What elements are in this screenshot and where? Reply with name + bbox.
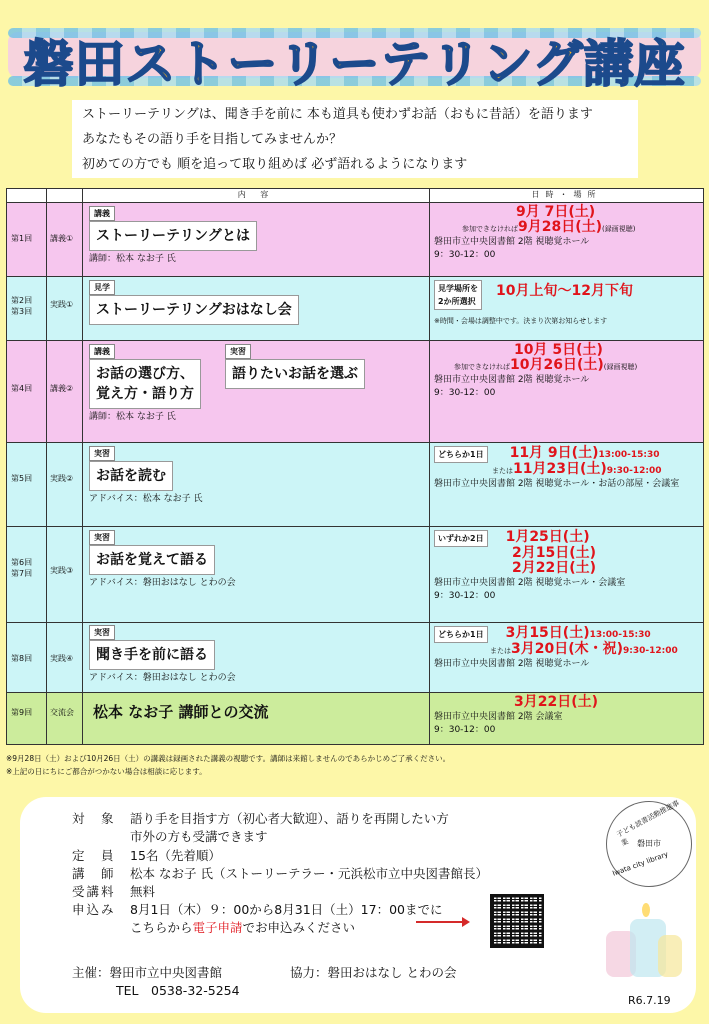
session-date [430,203,704,277]
lecturer-value: 松本 なお子 氏（ストーリーテラー・元浜松市立中央図書館長） [130,866,488,881]
intro-line: あなたもその語り手を目指してみませんか？ [82,132,343,147]
apply-text: でお申込みください [242,920,356,935]
lecturer: アドバイス：松本 なお子 氏 [89,494,203,504]
table-row [7,277,704,341]
lecturer: 講師：松本 なお子 氏 [89,254,176,264]
session-date [430,277,704,341]
table-row [7,443,704,527]
info-box [20,797,696,1013]
time-1: 13:00-15:30 [598,450,660,460]
pill [434,280,482,310]
session-label: 第1回 [7,203,47,277]
session-label-text: 第2回 第3回 [11,296,33,316]
target-value: 語り手を目指す方（初心者大歓迎）、語りを再開したい方 [130,811,449,826]
tag: 実習 [89,446,115,461]
session-label-text: 第6回 第7回 [11,558,33,578]
page-title: 磐田ストーリーテリング講座 [23,35,686,93]
topic-box: お話を読む [89,461,173,491]
session-kind: 実践① [47,277,83,341]
topic-line: 覚え方・語り方 [96,386,194,402]
topic-box: お話を覚えて語る [89,545,215,575]
time: 9：30-12：00 [434,725,496,735]
capacity-value: 15名（先着順） [130,848,221,863]
apply-text: こちらから [130,920,193,935]
table-row [7,527,704,623]
time: 9：30-12：00 [434,250,496,260]
qr-code[interactable] [490,894,544,948]
e-application-link[interactable]: 電子申請 [192,920,243,935]
date-2: 3月20日(木・祝) [511,641,624,657]
target-row-2: 市外の方も受講できます [130,829,268,844]
header-content: 内 容 [83,189,430,203]
session-content [83,527,430,623]
session-label: 第9回 [7,693,47,745]
header-date: 日時・場所 [430,189,704,203]
time-2: 9:30-12:00 [623,646,678,656]
alt-suffix: (録画視聴) [603,363,638,371]
time: 9：30-12：00 [434,388,496,398]
fee-value: 無料 [130,884,156,899]
session-content [83,623,430,693]
session-kind: 実践② [47,443,83,527]
seal-top-text: 子ども読書活動推進事業 [615,799,681,848]
session-label [7,527,47,623]
session-date [430,443,704,527]
place: 磐田市立中央図書館 2階 視聴覚ホール・お話の部屋・会議室 [434,479,680,489]
session-label: 第5回 [7,443,47,527]
topic-line: お話の選び方、 [96,366,194,382]
tag: 見学 [89,280,115,295]
candle-illustration [596,903,686,983]
version-date: R6.7.19 [628,994,671,1007]
lecturer: 講師：松本 なお子 氏 [89,412,176,422]
table-row [7,203,704,277]
time-1: 13:00-15:30 [589,630,651,640]
lecturer-row [72,864,488,882]
apply-value: 8月1日（木）９：00から8月31日（土）17：00までに [130,902,443,917]
lecturer: アドバイス：磐田おはなし とわの会 [89,578,236,588]
date-alt: 10月26日(土) [510,357,604,373]
date-3: 2月22日(土) [512,560,597,576]
topic-box: 聞き手を前に語る [89,640,215,670]
date-main: 10月 5日(土) [514,342,603,358]
capacity-key: 定 員 [72,848,116,863]
session-content [83,443,430,527]
date-main: 9月 7日(土) [516,204,596,220]
date-1: 11月 9日(土) [509,445,599,461]
date-1: 3月22日(土) [514,694,599,710]
tag: 実習 [89,530,115,545]
place: 磐田市立中央図書館 2階 視聴覚ホール [434,375,590,385]
place: 磐田市立中央図書館 2階 会議室 [434,712,563,722]
session-content [83,693,430,745]
place: 磐田市立中央図書館 2階 視聴覚ホール [434,659,590,669]
fee-row [72,882,155,900]
session-content [83,277,430,341]
footnotes [6,752,450,778]
lecturer: アドバイス：磐田おはなし とわの会 [89,673,236,683]
seal-bottom-text: Iwata city library [611,850,670,878]
table-row [7,693,704,745]
pill-line: 見学場所を [438,284,478,293]
pill-line: 2か所選択 [438,297,476,306]
lecturer-key: 講 師 [72,866,116,881]
alt-prefix: 参加できなければ [462,225,518,233]
tag: 講義 [89,206,115,221]
pill: いずれか2日 [434,530,488,547]
topic-box: ストーリーテリングおはなし会 [89,295,299,325]
session-label [7,277,47,341]
session-date [430,341,704,443]
session-label: 第8回 [7,623,47,693]
pill: どちらか1日 [434,626,488,643]
session-kind: 講義① [47,203,83,277]
tag: 実習 [225,344,251,359]
title-banner [0,14,709,94]
fee-key: 受講料 [72,884,116,899]
apply-row-2 [130,918,355,936]
target-key: 対 象 [72,811,116,826]
seal-mid-text: 磐田市 [637,839,661,848]
topic-text: 松本 なお子 講師との交流 [93,703,269,721]
date-1: 3月15日(土) [505,625,590,641]
tag: 講義 [89,344,115,359]
or-text: または [492,467,513,475]
capacity-row [72,846,221,864]
date-alt: 9月28日(土) [518,219,603,235]
topic-box: ストーリーテリングとは [89,221,257,251]
host: 主催：磐田市立中央図書館 [72,965,223,980]
place: 磐田市立中央図書館 2階 視聴覚ホール [434,237,590,247]
session-kind: 交流会 [47,693,83,745]
intro-line: 初めての方でも 順を追って取り組めば 必ず語れるようになります [82,157,468,172]
table-header [7,189,704,203]
target-row [72,809,449,827]
footnote: ※上記の日にちにご都合がつかない場合は相談に応じます。 [6,767,207,776]
arrow-icon [416,921,468,923]
telephone: TEL 0538-32-5254 [116,983,240,998]
schedule-table [6,188,704,745]
place: 磐田市立中央図書館 2階 視聴覚ホール・会議室 [434,578,626,588]
session-content [83,341,430,443]
session-kind: 実践③ [47,527,83,623]
date-2: 2月15日(土) [512,545,597,561]
session-label: 第4回 [7,341,47,443]
session-kind: 講義② [47,341,83,443]
topic-box [89,359,201,409]
alt-suffix: (録画視聴) [602,225,636,233]
tag: 実習 [89,625,115,640]
session-content [83,203,430,277]
time: 9：30-12：00 [434,591,496,601]
table-row [7,341,704,443]
time-2: 9:30-12:00 [606,466,662,476]
period: 10月上旬～12月下旬 [496,283,633,299]
intro-box [72,100,638,178]
alt-prefix: 参加できなければ [454,363,510,371]
table-row [7,623,704,693]
session-date [430,527,704,623]
session-kind: 実践④ [47,623,83,693]
apply-row [72,900,442,918]
cooperation: 協力：磐田おはなし とわの会 [290,965,457,980]
pill: どちらか1日 [434,446,488,463]
intro-line: ストーリーテリングは、聞き手を前に 本も道具も使わずお話（おもに昔話）を語ります [82,107,593,122]
library-seal-logo [606,801,692,887]
date-2: 11月23日(土) [513,461,607,477]
date-1: 1月25日(土) [505,529,590,545]
session-date [430,623,704,693]
session-date [430,693,704,745]
topic-box: 語りたいお話を選ぶ [225,359,365,389]
footnote: ※9月28日（土）および10月26日（土）の講義は録画された講義の視聴です。講師は来館しませんのであらかじめご了承ください。 [6,754,451,763]
apply-key: 申込み [72,902,116,917]
or-text: または [490,647,511,655]
note: ※時間・会場は調整中です。決まり次第お知らせします [434,317,608,325]
